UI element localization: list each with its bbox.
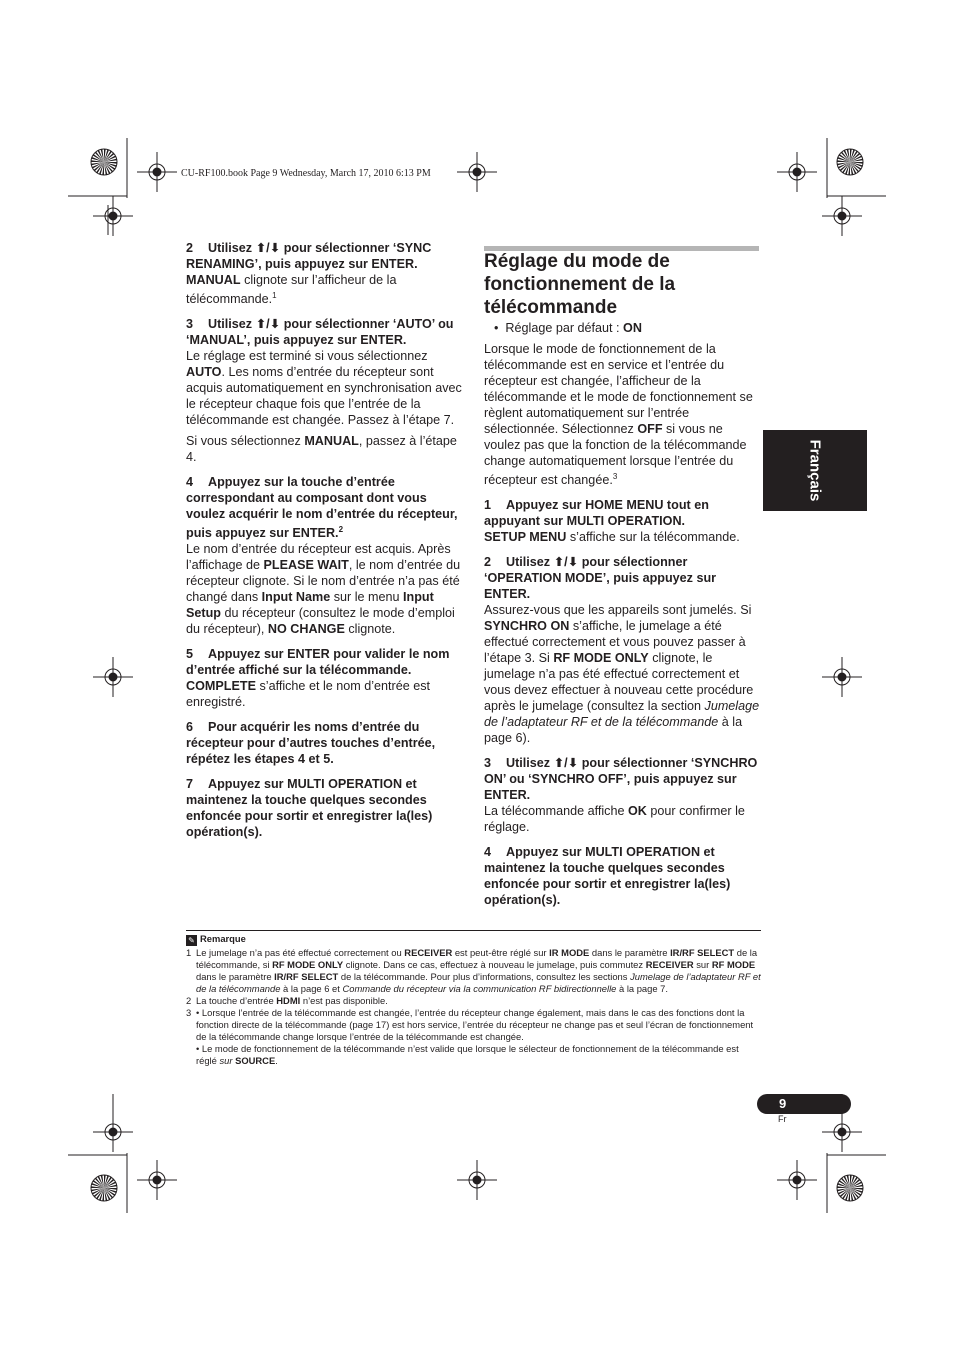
step-4-heading: 4 Appuyez sur la touche d’entrée correspondant au composant dont vous voulez acquérir le nom d’entrée du récepteur, puis appuyez sur ENTER.$^2$ <box>186 475 458 541</box>
crosshair-mark <box>93 196 133 236</box>
r-step-2-body: Assurez-vous que les appareils sont jumelés. Si SYNCHRO ON s’affiche, le jumelage a été effectué correctement et vous pouvez passer à l’étape 3. Si RF MODE ONLY clignote, le jumelage n’a pas été effectué correctement et vous devez effectuer à nouveau cette procédure après le jumelage (consultez la section Jumelage de l’adaptateur RF et de la télécommande à la page 6). <box>484 603 760 746</box>
r-step-3-heading: 3 Utilisez ⬆/⬇ pour sélectionner ‘SYNCHRO ON’ ou ‘SYNCHRO OFF’, puis appuyez sur ENTER. <box>484 756 758 803</box>
section-title: Réglage du mode de fonctionnement de la télécommande <box>484 251 676 318</box>
crosshair-mark <box>777 152 817 192</box>
notes-heading: ✎ Remarque <box>186 933 761 946</box>
r-step-4-heading: 4 Appuyez sur MULTI OPERATION et maintenez la touche quelques secondes enfoncée pour sortir et enregistrer la(les) opération(s). <box>484 845 731 908</box>
note-pencil-icon: ✎ <box>186 935 197 946</box>
step-3-body: Le réglage est terminé si vous sélectionnez AUTO. Les noms d’entrée du récepteur sont acquis automatiquement en synchronisation avec le récepteur chaque fois que l’entrée de la télécommande est changée. Passez à l’étape 7. <box>186 349 462 428</box>
rosette-mark <box>837 149 863 175</box>
file-info-header: CU-RF100.book Page 9 Wednesday, March 17, 2010 6:13 PM <box>181 168 431 179</box>
step-3-heading: 3 Utilisez ⬆/⬇ pour sélectionner ‘AUTO’ ou ‘MANUAL’, puis appuyez sur ENTER. <box>186 317 454 348</box>
crosshair-mark <box>822 1112 862 1152</box>
page-number-pill: 9 <box>757 1094 851 1114</box>
step-2-heading: 2 Utilisez ⬆/⬇ pour sélectionner ‘SYNC RENAMING’, puis appuyez sur ENTER. <box>186 241 432 271</box>
intro-paragraph: Lorsque le mode de fonctionnement de la télécommande est en service et l’entrée du récepteur est changée, l’afficheur de la télécommande et le mode de fonctionnement se règlent automatiquement sur l’entrée sélectionnée. Sélectionnez OFF si vous ne voulez pas que la fonction de la télécommande change automatiquement lorsque l’entrée du récepteur est changée.$^3$ <box>484 342 753 488</box>
step-2-body: MANUAL clignote sur l’afficheur de la télécommande.$^1$ <box>186 273 397 307</box>
r-step-2-heading: 2 Utilisez ⬆/⬇ pour sélectionner ‘OPERATION MODE’, puis appuyez sur ENTER. <box>484 555 717 602</box>
left-column <box>186 240 462 840</box>
footnote-2: 2 La touche d’entrée HDMI n’est pas disponible. <box>186 995 388 1006</box>
rosette-mark <box>91 1175 117 1201</box>
notes-section <box>186 930 761 1067</box>
right-column <box>484 320 760 908</box>
step-6-heading: 6 Pour acquérir les noms d’entrée du récepteur pour d’autres touches d’entrée, répétez les étapes 4 et 5. <box>186 720 436 767</box>
crosshair-mark <box>777 1160 817 1200</box>
notes-rule <box>186 930 761 931</box>
footnote-1: 1 Le jumelage n’a pas été effectué correctement ou RECEIVER est peut-être réglé sur IR MODE dans le paramètre IR/RF SELECT de la télécommande, si RF MODE ONLY clignote. Dans ce cas, effectuez à nouveau le jumelage, puis commutez RECEIVER sur RF MODE dans le paramètre IR/RF SELECT de la télécommande. Pour plus d’informations, consultez les sections Jumelage de l’adaptateur RF et de la télécommande à la page 6 et Commande du récepteur via la communication RF bidirectionnelle à la page 7. <box>186 947 761 994</box>
default-setting: • Réglage par défaut : ON <box>494 321 642 335</box>
crosshair-mark <box>137 152 177 192</box>
crosshair-mark <box>93 1112 133 1152</box>
page-language-code: Fr <box>778 1114 787 1124</box>
crosshair-mark <box>822 196 862 236</box>
language-tab <box>763 430 867 511</box>
step-5-body: COMPLETE s’affiche et le nom d’entrée est enregistré. <box>186 679 431 710</box>
language-label: Français <box>806 439 824 502</box>
step-3-body-2: Si vous sélectionnez MANUAL, passez à l’étape 4. <box>186 434 457 465</box>
rosette-mark <box>91 149 117 175</box>
crosshair-mark <box>137 1160 177 1200</box>
step-4-body: Le nom d’entrée du récepteur est acquis. Après l’affichage de PLEASE WAIT, le nom d’entrée du récepteur clignote. Si le nom d’entrée n’a pas été changé dans Input Name sur le menu Input Setup du récepteur (consultez le mode d’emploi du récepteur), NO CHANGE clignote. <box>186 542 461 637</box>
step-7-heading: 7 Appuyez sur MULTI OPERATION et maintenez la touche quelques secondes enfoncée pour sortir et enregistrer la(les) opération(s). <box>186 777 433 840</box>
rosette-mark <box>837 1175 863 1201</box>
crosshair-mark <box>93 657 133 697</box>
r-step-1-body: SETUP MENU s’affiche sur la télécommande. <box>484 530 740 545</box>
crosshair-mark <box>457 152 497 192</box>
step-5-heading: 5 Appuyez sur ENTER pour valider le nom d’entrée affiché sur la télécommande. <box>186 647 450 678</box>
crosshair-mark <box>822 657 862 697</box>
r-step-1-heading: 1 Appuyez sur HOME MENU tout en appuyant sur MULTI OPERATION. <box>484 498 709 529</box>
crosshair-mark <box>457 1160 497 1200</box>
r-step-3-body: La télécommande affiche OK pour confirmer le réglage. <box>484 804 745 835</box>
footnote-3: 3 • Lorsque l’entrée de la télécommande est changée, l’entrée du récepteur change également, mais dans le cas des fonctions dont la fonction directe de la télécommande (page 17) est hors service, l’entrée du récepteur ne change pas et seul l’écran de fonctionnement de la télécommande change lorsque l’entrée de la télécommande est changée. • Le mode de fonctionnement de la télécommande n’est valide que lorsque le sélecteur de fonctionnement de la télécommande est réglé sur SOURCE. <box>186 1007 754 1066</box>
